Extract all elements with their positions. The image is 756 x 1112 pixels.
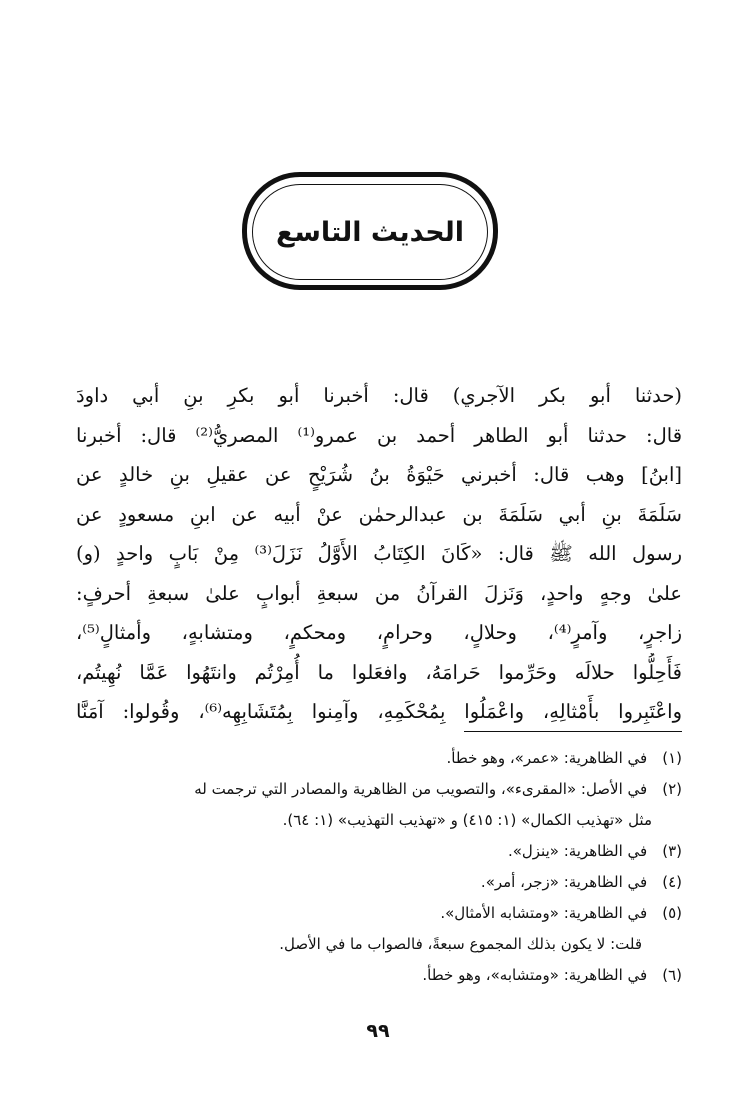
chapter-title: الحديث التاسع [275,216,465,248]
footnote-text: في الظاهرية: «زجر، أمر». [480,873,648,891]
footnote-item [76,743,682,774]
footnote-item [76,774,682,805]
footnote-text: مثل «تهذيب الكمال» (١: ٤١٥) و «تهذيب التهذيب» (١: ٦٤). [282,811,652,829]
footnote-number: (٣) [662,842,682,860]
footnote-item [76,898,682,929]
body-line: [ابنُ] وهب قال: أخبرني حَيْوَةُ بنُ شُرَيْحٍ عن عقيلِ بنِ خالدٍ عن [76,463,682,486]
footnote-text: قلت: لا يكون بذلك المجموع سبعةً، فالصواب ما في الأصل. [279,935,642,953]
body-line: زاجرٍ، وآمرٍ⁽⁴⁾، وحلالٍ، وحرامٍ، ومحكمٍ، ومتشابهٍ، وأمثالٍ⁽⁵⁾، [76,621,682,644]
body-line: فَأَحِلُّوا حلالَه وحَرِّموا حَرامَهُ، وافعَلوا ما أُمِرْتُم وانتَهُوا عَمَّا نُهِيتُم، [76,660,682,684]
footnote-item [76,836,682,867]
footnote-number: (٤) [662,873,682,891]
title-frame-inner [252,184,488,280]
footnote-divider [464,731,682,732]
body-line: سَلَمَةَ بنِ أبي سَلَمَةَ بن عبدالرحمٰن عنْ أبيه عن ابنِ مسعودٍ عن [76,502,682,526]
footnote-number: (٦) [662,966,682,984]
footnote-text: في الظاهرية: «عمر»، وهو خطأ. [446,749,648,767]
footnote-number: (٢) [662,780,682,798]
footnotes [76,743,682,991]
page-number: ٩٩ [366,1020,390,1042]
footnote-item [76,867,682,898]
body-line: (حدثنا أبو بكر الآجري) قال: أخبرنا أبو بكرِ بنِ أبي داودَ [76,384,682,407]
footnote-continuation [76,805,682,836]
body-line: واعْتَبِروا بأَمْثالِهِ، واعْمَلُوا بِمُحْكَمِهِ، وآمِنوا بِمُتَشَابِهِه⁽⁶⁾، وقُولوا: آمَنَّا [76,700,682,723]
footnote-text: في الأصل: «المقرىء»، والتصويب من الظاهرية والمصادر التي ترجمت له [194,780,648,798]
hadith-body [76,376,682,732]
body-line: رسول الله ﷺ قال: «كَانَ الكِتَابُ الأَوَّلُ نَزَلَ⁽³⁾ مِنْ بَابٍ واحدٍ (و) [76,542,682,565]
body-line: قال: حدثنا أبو الطاهر أحمد بن عمرو⁽¹⁾ المصريُّ⁽²⁾ قال: أخبرنا [76,423,682,447]
footnote-number: (١) [662,749,682,767]
footnote-number: (٥) [662,904,682,922]
footnote-text: في الظاهرية: «ومتشابه»، وهو خطأ. [422,966,648,984]
body-line: علىٰ وجهٍ واحدٍ، وَنَزلَ القرآنُ من سبعةِ أبوابٍ علىٰ سبعةِ أحرفٍ: [76,581,682,605]
footnote-item [76,960,682,991]
footnote-text: في الظاهرية: «ينزل». [507,842,648,860]
footnote-text: في الظاهرية: «ومتشابه الأمثال». [440,904,648,922]
footnote-remark [76,929,682,960]
